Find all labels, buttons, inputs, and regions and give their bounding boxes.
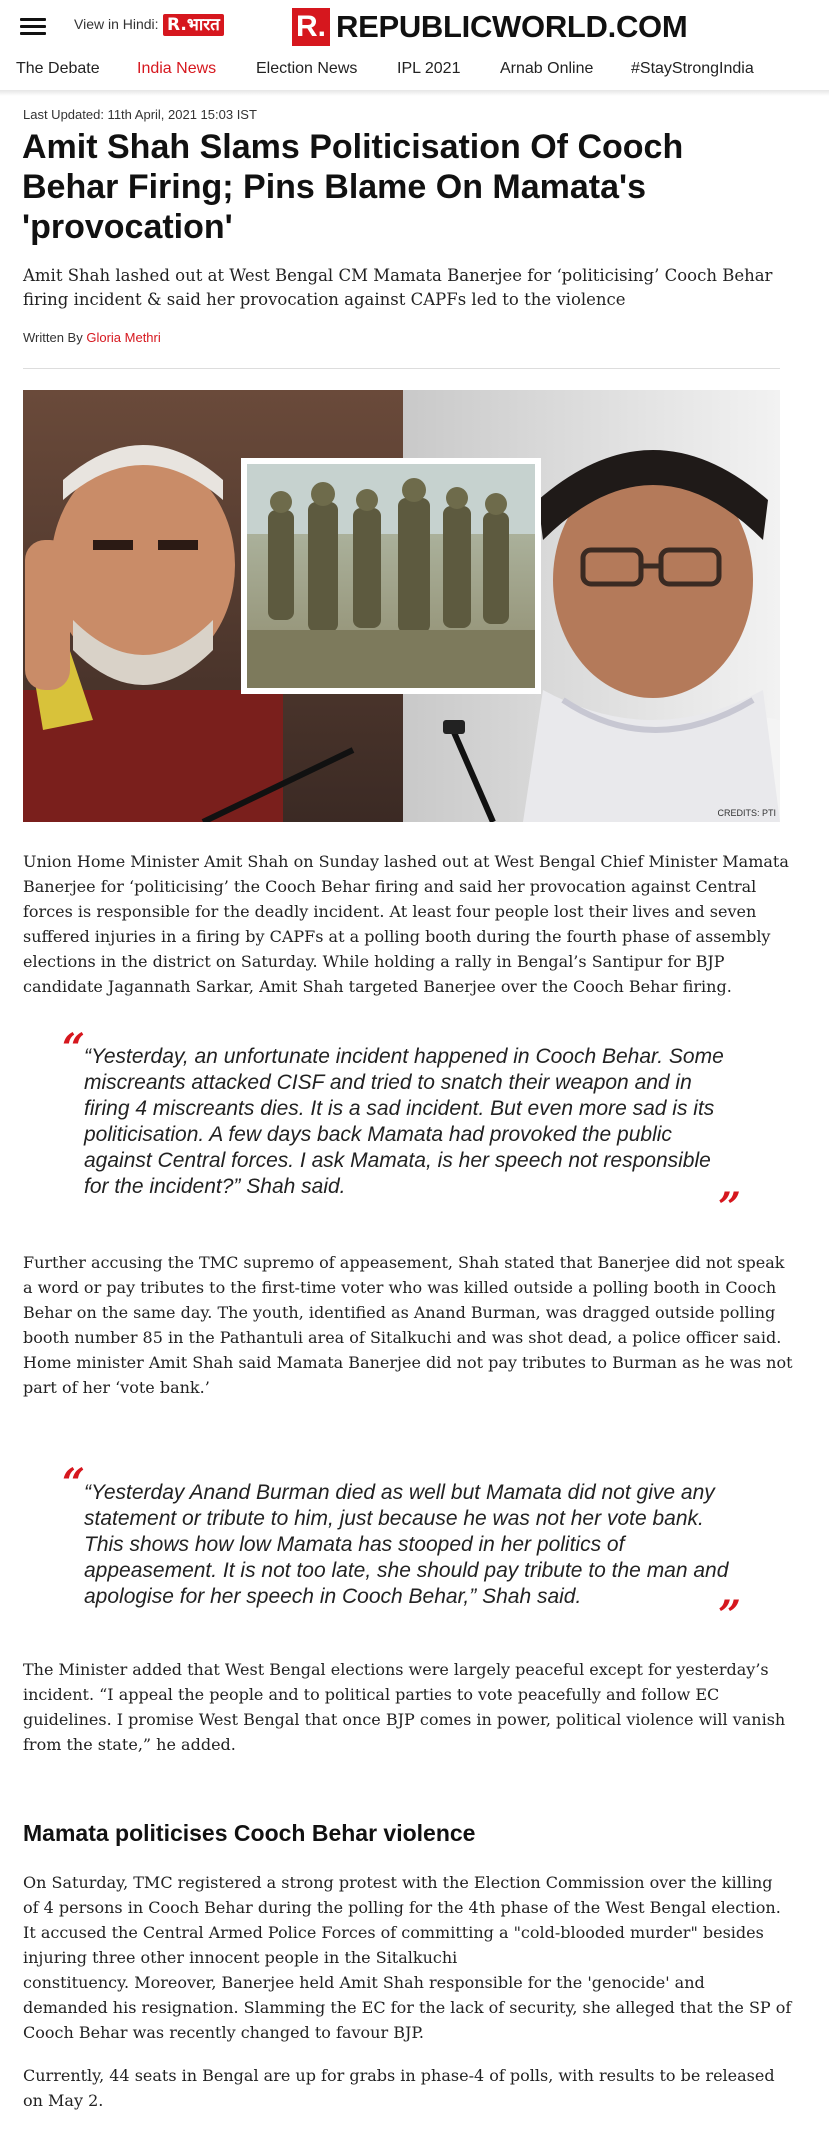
written-by-label: Written By xyxy=(23,330,83,345)
header-divider xyxy=(23,368,780,369)
hindi-site-logo-link[interactable]: R.भारत xyxy=(163,14,224,36)
article-summary: Amit Shah lashed out at West Bengal CM Mamata Banerjee for ‘politicising’ Cooch Behar firing incident & said her provocation against CAPFs led to the violence xyxy=(23,266,773,309)
author-link[interactable]: Gloria Methri xyxy=(86,330,161,345)
paragraph-4b: constituency. Moreover, Banerjee held Amit Shah responsible for the 'genocide' and demanded his resignation. Slamming the EC for the lack of security, she alleged that the SP of Cooch Behar was recently changed to favour BJP. xyxy=(23,1973,792,2042)
last-updated: Last Updated: 11th April, 2021 15:03 IST xyxy=(23,107,257,122)
nav-item-india-news[interactable]: India News xyxy=(137,60,217,77)
paragraph-3: The Minister added that West Bengal elections were largely peaceful except for yesterday’s incident. “I appeal the people and to political parties to vote peacefully and follow EC guidelines. I promise West Bengal that once BJP comes in power, political violence will vanish from the state,” he added. xyxy=(23,1660,786,1754)
section-subheading: Mamata politicises Cooch Behar violence xyxy=(23,1820,476,1846)
brand-name: REPUBLICWORLD.COM xyxy=(336,9,688,44)
brand-logo[interactable] xyxy=(292,9,687,45)
nav-item-the-debate[interactable]: The Debate xyxy=(16,60,100,77)
paragraph-5: Currently, 44 seats in Bengal are up for grabs in phase-4 of polls, with results to be released on May 2. xyxy=(23,2066,775,2110)
quote-close-icon: ” xyxy=(718,1592,742,1639)
hero-illustration xyxy=(23,390,780,822)
top-header xyxy=(0,0,829,52)
view-in-hindi-label: View in Hindi: xyxy=(74,16,159,32)
main-nav xyxy=(0,56,829,86)
paragraph-1: Union Home Minister Amit Shah on Sunday lashed out at West Bengal Chief Minister Mamata Banerjee for ‘politicising’ the Cooch Behar firing and said her provocation against Central forces is responsible for the deadly incident. At least four people lost their lives and seven suffered injuries in a firing by CAPFs at a polling booth during the fourth phase of assembly elections in the district on Saturday. While holding a rally in Bengal’s Santipur for BJP candidate Jagannath Sarkar, Amit Shah targeted Banerjee over the Cooch Behar firing. xyxy=(23,852,789,996)
brand-r-icon: R. xyxy=(292,8,330,46)
article-headline: Amit Shah Slams Politicisation Of Cooch Behar Firing; Pins Blame On Mamata's 'provocation' xyxy=(22,128,684,246)
quote-open-icon: “ xyxy=(62,1025,86,1072)
quote-close-icon: ” xyxy=(718,1184,742,1231)
image-credits: CREDITS: PTI xyxy=(717,808,776,818)
quote-1: “Yesterday, an unfortunate incident happened in Cooch Behar. Some miscreants attacked CISF and tried to snatch their weapon and in firing 4 miscreants dies. It is a sad incident. But even more sad is its politicisation. A few days back Mamata had provoked the public against Central forces. I ask Mamata, is her speech not responsible for the incident?” Shah said. xyxy=(84,1045,724,1198)
paragraph-2: Further accusing the TMC supremo of appeasement, Shah stated that Banerjee did not speak a word or pay tributes to the first-time voter who was killed outside a polling booth in Cooch Behar on the same day. The youth, identified as Anand Burman, was dragged outside polling booth number 85 in the Pathantuli area of Sitalkuchi and was shot dead, a police officer said. Home minister Amit Shah said Mamata Banerjee did not pay tributes to Burman as he was not part of her ‘vote bank.’ xyxy=(23,1253,793,1397)
quote-open-icon: “ xyxy=(62,1460,86,1507)
nav-divider xyxy=(0,90,829,96)
nav-item-staystrongindia[interactable]: #StayStrongIndia xyxy=(631,60,754,77)
hero-image xyxy=(23,390,780,822)
nav-item-ipl-2021[interactable]: IPL 2021 xyxy=(397,60,461,77)
menu-icon[interactable] xyxy=(20,18,46,36)
nav-item-arnab-online[interactable]: Arnab Online xyxy=(500,60,594,77)
quote-2: “Yesterday Anand Burman died as well but Mamata did not give any statement or tribute to him, just because he was not her vote bank. This shows how low Mamata has stooped in her politics of appeasement. It is not too late, she should pay tribute to the man and apologise for her speech in Cooch Behar,” Shah said. xyxy=(84,1481,729,1608)
nav-item-election-news[interactable]: Election News xyxy=(256,60,358,77)
byline xyxy=(23,330,161,345)
paragraph-4a: On Saturday, TMC registered a strong protest with the Election Commission over the killing of 4 persons in Cooch Behar during the polling for the 4th phase of the West Bengal election. It accused the Central Armed Police Forces of committing a "cold-blooded murder" besides injuring three other innocent people in the Sitalkuchi xyxy=(23,1873,781,1967)
